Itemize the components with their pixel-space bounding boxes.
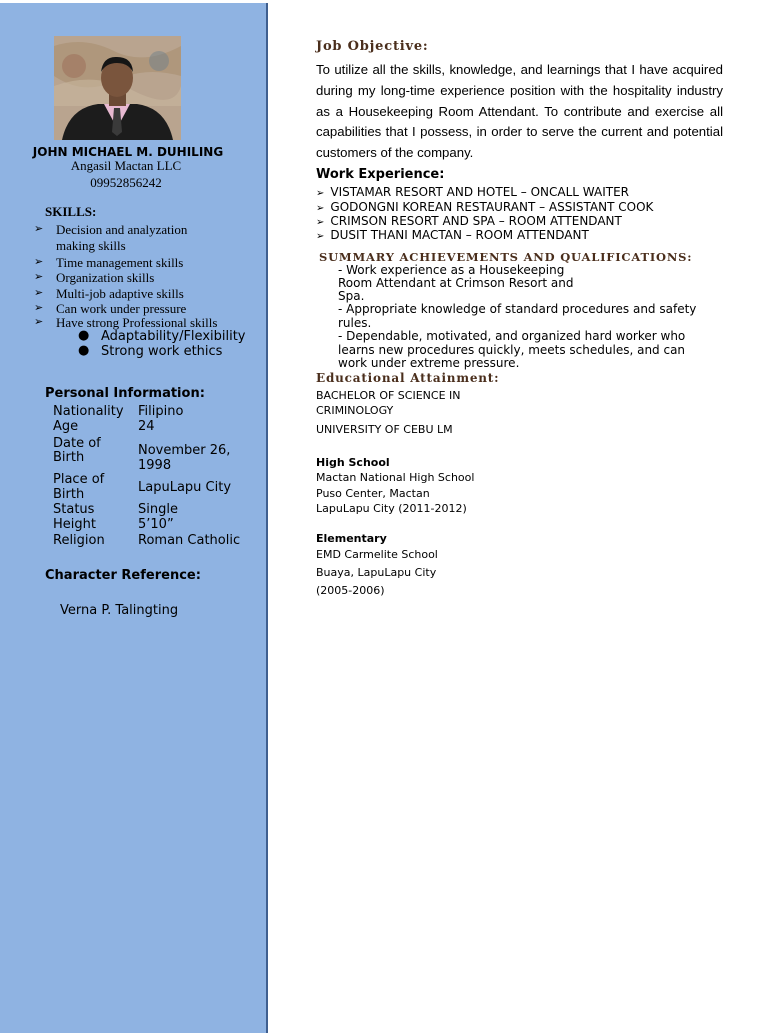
bullet-dot-icon: ● (78, 328, 90, 343)
work-item: ➢ DUSIT THANI MACTAN – ROOM ATTENDANT (316, 228, 589, 242)
high-school-address: Puso Center, Mactan (316, 487, 430, 500)
arrow-bullet-icon: ➢ (316, 203, 325, 214)
work-item: ➢ VISTAMAR RESORT AND HOTEL – ONCALL WAITER (316, 185, 630, 199)
dob-label: Date of (53, 436, 101, 451)
status-value: Single (138, 502, 178, 517)
summary-line: learns new procedures quickly, meets schedules, and can (338, 343, 686, 357)
profile-photo (54, 36, 181, 140)
nationality-label: Nationality (53, 404, 124, 419)
skills-heading: SKILLS: (45, 204, 97, 219)
height-value: 5’10” (138, 517, 174, 532)
college-degree: BACHELOR OF SCIENCE IN (316, 389, 461, 402)
religion-value: Roman Catholic (138, 533, 241, 548)
dob-value-continued: 1998 (138, 458, 172, 473)
summary-line: Spa. (338, 289, 365, 303)
summary-line: - Work experience as a Housekeeping (338, 263, 565, 277)
height-label: Height (53, 517, 96, 532)
college-degree-continued: CRIMINOLOGY (316, 404, 394, 417)
education-heading: Educational Attainment: (316, 371, 500, 385)
elementary-years: (2005-2006) (316, 584, 385, 597)
nationality-value: Filipino (138, 404, 184, 419)
bullet-dot-icon: ● (78, 343, 90, 358)
summary-line: rules. (338, 316, 372, 330)
current-company: Angasil Mactan LLC (70, 158, 182, 173)
arrow-bullet-icon: ➢ (34, 302, 44, 314)
candidate-name: JOHN MICHAEL M. DUHILING (32, 145, 224, 159)
pob-value: LapuLapu City (138, 480, 232, 495)
summary-line: - Appropriate knowledge of standard procedures and safety (338, 302, 697, 316)
arrow-bullet-icon: ➢ (34, 223, 44, 235)
elementary-school-name: EMD Carmelite School (316, 548, 438, 561)
arrow-bullet-icon: ➢ (316, 188, 325, 199)
profile-photo-image (54, 36, 181, 140)
objective-heading: Job Objective: (316, 39, 429, 54)
reference-name: Verna P. Talingting (60, 603, 179, 618)
dob-label-continued: Birth (53, 450, 85, 465)
arrow-bullet-icon: ➢ (34, 256, 44, 268)
work-item: ➢ CRIMSON RESORT AND SPA – ROOM ATTENDANT (316, 214, 622, 228)
reference-heading: Character Reference: (45, 568, 201, 583)
objective-text: To utilize all the skills, knowledge, and learnings that I have acquired during my long-time experience position with the hospitality industry as a Housekeeping Room Attendant. To contribute and exercise all capabilities that I possess, in order to serve the current and potential customers of the company. (316, 62, 723, 161)
phone-number: 09952856242 (90, 175, 162, 190)
arrow-bullet-icon: ➢ (316, 217, 325, 228)
arrow-bullet-icon: ➢ (34, 271, 44, 283)
age-label: Age (53, 419, 79, 434)
summary-line: work under extreme pressure. (338, 356, 520, 370)
pob-label-continued: Birth (53, 487, 85, 502)
high-school-years: LapuLapu City (2011-2012) (316, 502, 467, 515)
high-school-name: Mactan National High School (316, 471, 475, 484)
work-experience-heading: Work Experience: (316, 167, 445, 182)
dob-value: November 26, (138, 443, 231, 458)
high-school-heading: High School (316, 456, 390, 469)
age-value: 24 (138, 419, 155, 434)
elementary-address: Buaya, LapuLapu City (316, 566, 437, 579)
personal-info-heading: Personal Information: (45, 386, 205, 401)
summary-line: - Dependable, motivated, and organized hard worker who (338, 329, 686, 343)
work-item: ➢ GODONGNI KOREAN RESTAURANT – ASSISTANT COOK (316, 200, 654, 214)
status-label: Status (53, 502, 95, 517)
college-school: UNIVERSITY OF CEBU LM (316, 423, 453, 436)
summary-line: Room Attendant at Crimson Resort and (338, 276, 574, 290)
arrow-bullet-icon: ➢ (34, 287, 44, 299)
arrow-bullet-icon: ➢ (34, 316, 44, 328)
arrow-bullet-icon: ➢ (316, 231, 325, 242)
elementary-heading: Elementary (316, 532, 387, 545)
summary-heading: SUMMARY ACHIEVEMENTS AND QUALIFICATIONS: (319, 250, 693, 264)
pob-label: Place of (53, 472, 105, 487)
religion-label: Religion (53, 533, 105, 548)
